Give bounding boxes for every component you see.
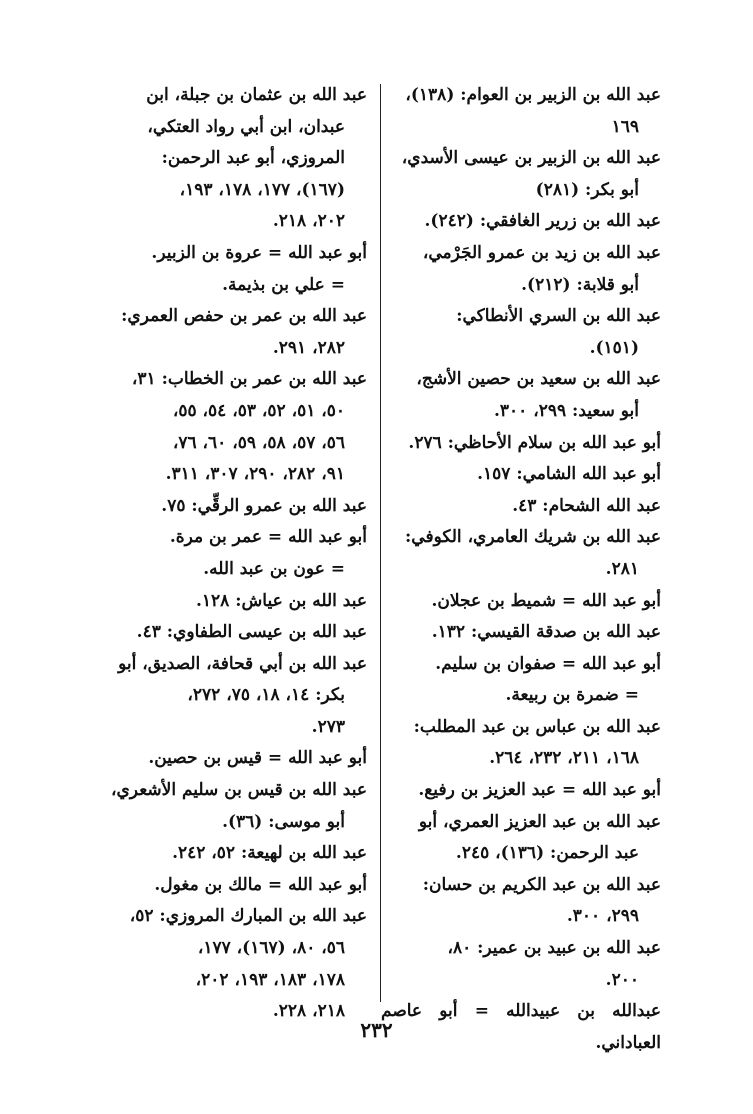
index-entry-line: ٢٨١. bbox=[605, 558, 639, 579]
index-entry-line: ١٦٩ bbox=[611, 116, 639, 137]
index-entry bbox=[87, 491, 367, 523]
page-number: ٢٣٢ bbox=[360, 1018, 393, 1042]
index-entry bbox=[381, 807, 661, 870]
index-entry bbox=[381, 712, 661, 775]
index-entry bbox=[381, 301, 661, 364]
index-entry bbox=[87, 649, 367, 744]
column-divider bbox=[380, 84, 381, 1002]
index-entry-line: عبدالله بن عبيدالله = أبو عاصم العباداني. bbox=[381, 1001, 661, 1053]
index-entry-line: ٢٨٢، ٢٩١. bbox=[272, 337, 345, 358]
index-entry-line: ٥٠، ٥١، ٥٢، ٥٣، ٥٤، ٥٥، bbox=[172, 400, 345, 421]
index-entry bbox=[87, 80, 367, 238]
index-entry bbox=[87, 301, 367, 364]
index-entry-line: عبد الله بن عمر بن حفص العمري: bbox=[121, 306, 367, 327]
index-entry bbox=[381, 870, 661, 933]
index-entry-line: عبد الله بن عبيد بن عمير: ٨٠، bbox=[447, 938, 661, 959]
index-entry bbox=[381, 143, 661, 206]
index-entry bbox=[87, 522, 367, 554]
index-entry-line: عبد الله بن عيسى الطفاوي: ٤٣. bbox=[136, 622, 367, 643]
index-entry-line: أبو بكر: (٢٨١) bbox=[535, 179, 639, 200]
index-entry bbox=[87, 775, 367, 838]
index-entry bbox=[87, 901, 367, 1027]
index-entry bbox=[381, 206, 661, 238]
index-entry-line: عبد الله الشحام: ٤٣. bbox=[512, 495, 661, 516]
index-entry bbox=[381, 522, 661, 585]
index-entry-line: أبو عبد الله = صفوان بن سليم. bbox=[435, 653, 661, 674]
index-entry-line: ٥٦، ٥٧، ٥٨، ٥٩، ٦٠، ٧٦، bbox=[172, 432, 345, 453]
index-entry-line: عبد الرحمن: (١٣٦)، ٢٤٥. bbox=[455, 843, 639, 864]
index-entry-line: = علي بن بذيمة. bbox=[222, 274, 345, 295]
index-entry-line: عبد الله بن عمرو الرقِّي: ٧٥. bbox=[161, 495, 367, 516]
index-entry-line: عبد الله بن زيد بن عمرو الجَرْمي، bbox=[422, 242, 661, 263]
index-entry bbox=[87, 617, 367, 649]
index-entry-line: ٢٩٩، ٣٠٠. bbox=[566, 906, 639, 927]
index-entry-line: أبو سعيد: ٢٩٩، ٣٠٠. bbox=[494, 400, 639, 421]
index-entry-line: بكر: ١٤، ١٨، ٧٥، ٢٧٢، bbox=[187, 685, 345, 706]
index-entry-line: عبد الله بن سعيد بن حصين الأشج، bbox=[416, 369, 661, 390]
index-entry bbox=[87, 838, 367, 870]
index-entry bbox=[381, 649, 661, 681]
index-entry-line: = ضمرة بن ربيعة. bbox=[505, 685, 639, 706]
index-entry-line: عبد الله بن لهيعة: ٥٢، ٢٤٢. bbox=[172, 843, 367, 864]
index-entry-line: ٩١، ٢٨٢، ٢٩٠، ٣٠٧، ٣١١. bbox=[165, 464, 345, 485]
index-entry-line: عبد الله بن عبد العزيز العمري، أبو bbox=[418, 811, 661, 832]
index-entry bbox=[87, 364, 367, 490]
index-entry bbox=[87, 743, 367, 775]
index-entry bbox=[87, 238, 367, 270]
index-entry-line: ٢٠٢، ٢١٨. bbox=[272, 211, 345, 232]
index-entry bbox=[381, 933, 661, 996]
index-entry bbox=[381, 586, 661, 618]
index-entry-line: أبو عبد الله = شميط بن عجلان. bbox=[431, 590, 661, 611]
index-entry-line: عبد الله بن شريك العامري، الكوفي: bbox=[405, 527, 661, 548]
index-entry-line: عبد الله بن عمر بن الخطاب: ٣١، bbox=[131, 369, 367, 390]
index-entry bbox=[87, 870, 367, 902]
index-entry bbox=[87, 270, 367, 302]
index-entry-line: = عون بن عبد الله. bbox=[203, 558, 345, 579]
right-column bbox=[381, 80, 661, 1059]
index-entry-line: أبو عبد الله = مالك بن مغول. bbox=[154, 874, 367, 895]
index-entry-line: أبو عبد الله بن سلام الأحاظي: ٢٧٦. bbox=[408, 432, 661, 453]
index-entry-line: (١٥١). bbox=[589, 337, 639, 358]
index-entry-line: ٢١٨، ٢٢٨. bbox=[272, 1001, 345, 1022]
index-entry-line: أبو قلابة: (٢١٢). bbox=[521, 274, 639, 295]
index-entry bbox=[381, 491, 661, 523]
index-entry-line: عبد الله بن عباس بن عبد المطلب: bbox=[413, 716, 661, 737]
index-entry bbox=[381, 459, 661, 491]
index-entry-line: عبد الله بن عثمان بن جبلة، ابن bbox=[146, 85, 367, 105]
index-entry-line: عبد الله بن عياش: ١٢٨. bbox=[196, 590, 367, 611]
index-entry-line: أبو عبد الله الشامي: ١٥٧. bbox=[477, 464, 661, 485]
index-entry bbox=[381, 428, 661, 460]
index-entry-line: المروزي، أبو عبد الرحمن: bbox=[161, 148, 345, 169]
index-entry-line: أبو موسى: (٣٦). bbox=[222, 811, 345, 832]
left-column bbox=[87, 80, 367, 1028]
index-entry-line: عبد الله بن قيس بن سليم الأشعري، bbox=[111, 780, 367, 801]
index-entry bbox=[381, 775, 661, 807]
index-entry-line: عبد الله بن المبارك المروزي: ٥٢، bbox=[129, 906, 367, 927]
index-entry-line: عبد الله بن صدقة القيسي: ١٣٢. bbox=[431, 622, 661, 643]
index-entry-line: أبو عبد الله = قيس بن حصين. bbox=[148, 748, 367, 769]
index-entry bbox=[381, 80, 661, 143]
index-entry-line: ١٧٨، ١٨٣، ١٩٣، ٢٠٢، bbox=[195, 969, 345, 990]
index-entry-line: عبد الله بن أبي قحافة، الصديق، أبو bbox=[118, 653, 367, 674]
index-entry bbox=[381, 364, 661, 427]
index-entry-line: عبد الله بن الزبير بن عيسى الأسدي، bbox=[401, 148, 661, 169]
index-entry-line: (١٦٧)، ١٧٧، ١٧٨، ١٩٣، bbox=[179, 179, 345, 200]
index-entry-line: ٢٧٣. bbox=[311, 716, 345, 737]
index-entry-line: أبو عبد الله = عمر بن مرة. bbox=[169, 527, 367, 548]
index-entry-line: عبد الله بن السري الأنطاكي: bbox=[456, 306, 661, 327]
index-entry-line: ١٦٨، ٢١١، ٢٣٢، ٢٦٤. bbox=[489, 748, 639, 769]
index-entry-line: عبد الله بن عبد الكريم بن حسان: bbox=[422, 874, 661, 895]
index-entry-line: أبو عبد الله = عروة بن الزبير. bbox=[151, 242, 367, 263]
index-entry-line: عبد الله بن زرير الغافقي: (٢٤٢). bbox=[424, 211, 661, 232]
index-entry-line: عبد الله بن الزبير بن العوام: (١٣٨)، bbox=[405, 85, 661, 105]
index-entry bbox=[381, 238, 661, 301]
index-entry bbox=[381, 617, 661, 649]
index-entry-line: ٥٦، ٨٠، (١٦٧)، ١٧٧، bbox=[197, 938, 345, 959]
index-entry-line: عبدان، ابن أبي رواد العتكي، bbox=[147, 116, 345, 137]
index-entry-line: أبو عبد الله = عبد العزيز بن رفيع. bbox=[418, 780, 661, 801]
index-entry bbox=[381, 680, 661, 712]
index-entry-line: ٢٠٠. bbox=[605, 969, 639, 990]
index-entry bbox=[87, 554, 367, 586]
index-entry bbox=[87, 586, 367, 618]
